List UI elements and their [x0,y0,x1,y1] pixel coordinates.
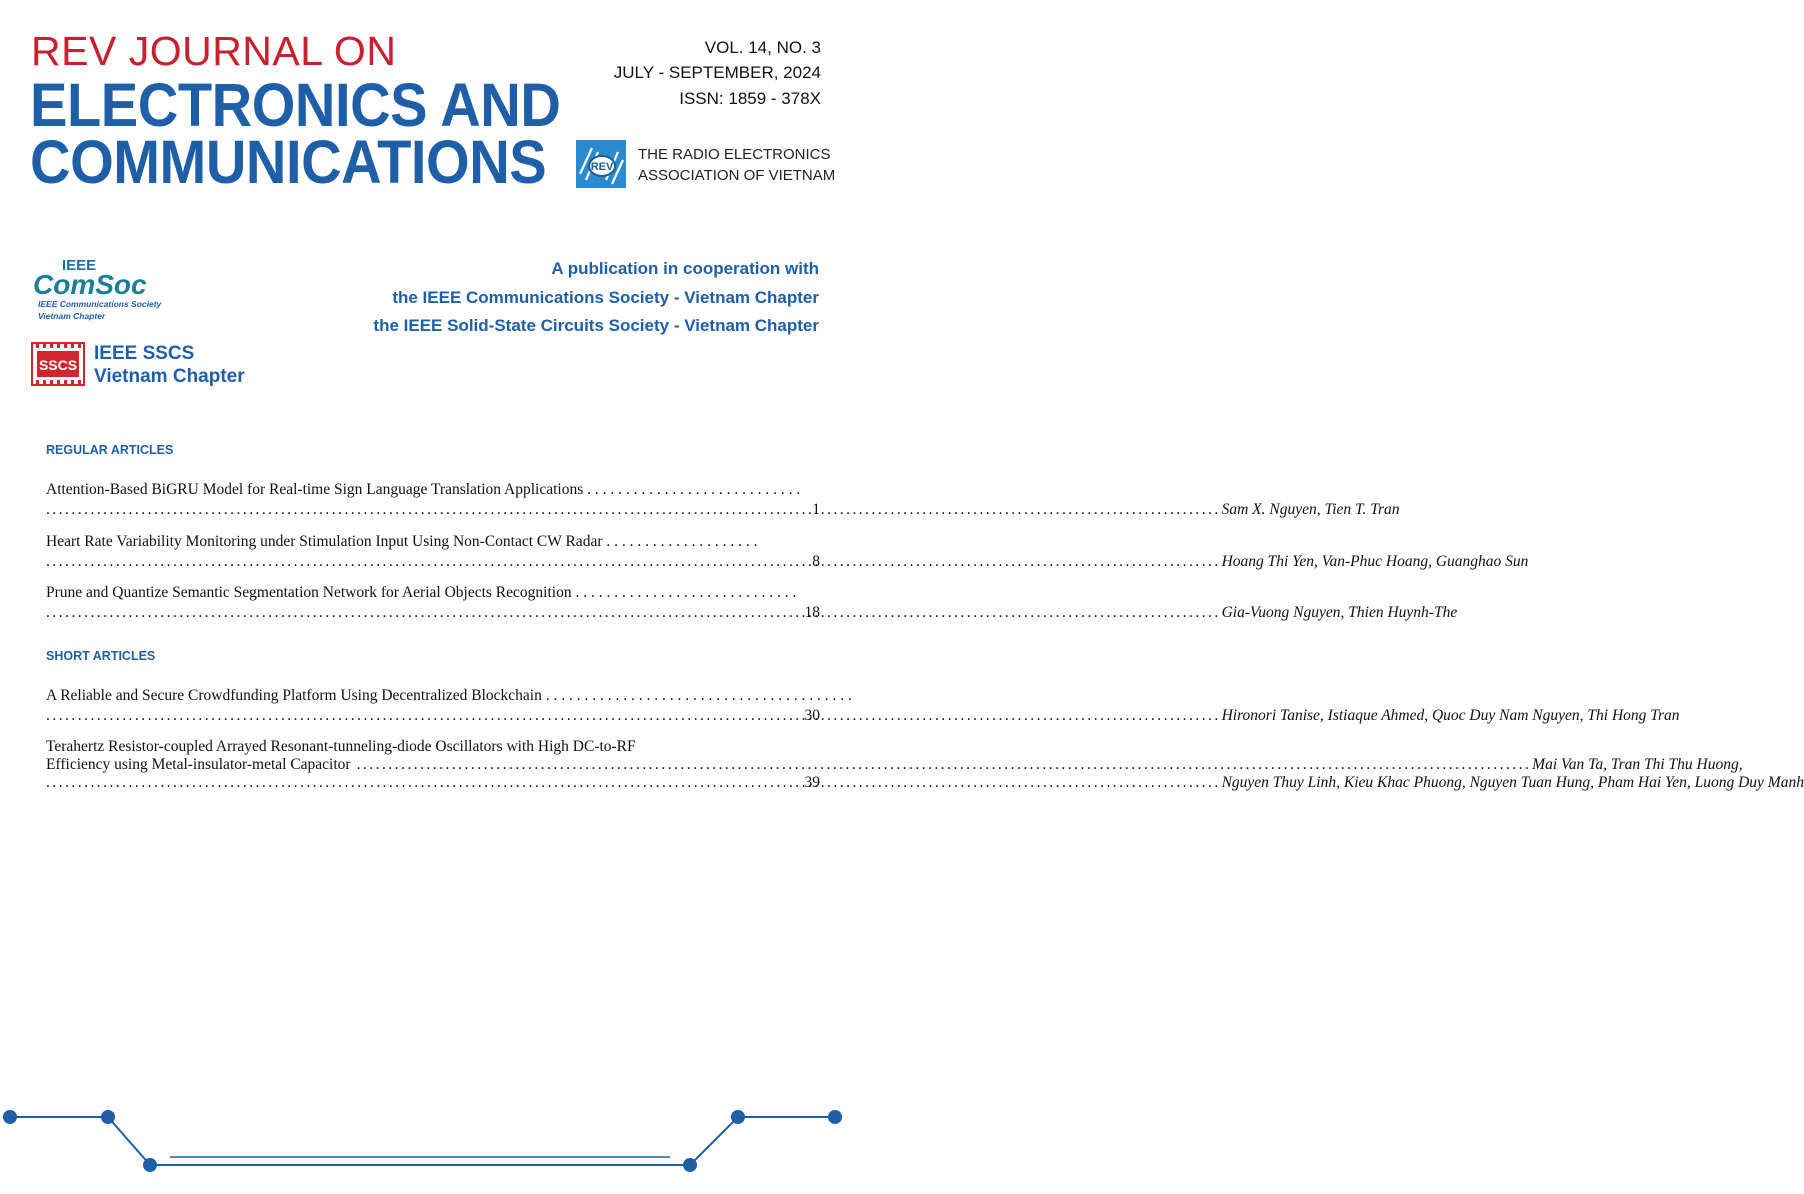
footer-decoration [0,1100,845,1180]
toc-title-line [46,687,852,705]
journal-title-line3: COMMUNICATIONS [30,128,547,196]
comsoc-logo-chapter: Vietnam Chapter [38,311,106,321]
journal-title-prefix: REV JOURNAL ON [31,28,397,74]
article-page[interactable]: 8 [812,553,820,570]
article-authors-cont: Nguyen Thuy Linh, Kieu Khac Phuong, Nguyen Tuan Hung, Pham Hai Yen, Luong Duy Manh [1221,774,1804,791]
article-authors: Hoang Thi Yen, Van-Phuc Hoang, Guanghao Sun [1221,553,1529,570]
toc-title-line [46,584,797,602]
article-title[interactable]: Attention-Based BiGRU Model for Real-time Sign Language Translation Applications [46,481,584,498]
issue-volume: VOL. 14, NO. 3 [704,38,821,57]
leader-dots: . . . . . . . . . . . . . . . . . . . . [602,533,758,550]
article-title-cont[interactable]: Efficiency using Metal-insulator-metal Capacitor [46,756,351,773]
article-page[interactable]: 39 [804,774,820,791]
publisher-name-line1: THE RADIO ELECTRONICS [638,146,831,163]
article-authors: Gia-Vuong Nguyen, Thien Huynh-The [1221,604,1458,621]
leader-dots [46,553,1218,571]
leader-dots: . . . . . . . . . . . . . . . . . . . . . . . . . . . . . [571,584,797,601]
section-heading-short: SHORT ARTICLES [46,649,156,663]
leader-dots [46,707,1218,725]
publisher-name-line2: ASSOCIATION OF VIETNAM [638,167,836,184]
toc-title-author-line [46,756,1743,774]
article-page[interactable]: 1 [812,501,820,518]
sscs-name-line1: IEEE SSCS [94,343,195,364]
article-title[interactable]: Prune and Quantize Semantic Segmentation Network for Aerial Objects Recognition [46,584,572,601]
toc-title-line [46,738,758,756]
toc-author-line [46,553,1529,571]
article-title[interactable]: Heart Rate Variability Monitoring under Stimulation Input Using Non-Contact CW Radar [46,533,603,550]
cooperation-sscs: the IEEE Solid-State Circuits Society - Vietnam Chapter [373,316,819,335]
cooperation-intro: A publication in cooperation with [551,259,819,278]
leader-dots: . . . . . . . . . . . . . . . . . . . . . . . . . . . . [583,481,801,498]
article-authors: Mai Van Ta, Tran Thi Thu Huong, [1532,756,1743,773]
leader-dots [351,756,1529,774]
toc-title-line [46,481,801,499]
toc-author-line [46,501,1400,519]
rev-logo [576,140,626,188]
ieee-sscs-logo [31,342,85,386]
sscs-name-line2: Vietnam Chapter [94,366,245,387]
issue-issn: ISSN: 1859 - 378X [679,89,821,108]
article-authors: Hironori Tanise, Istiaque Ahmed, Quoc Duy Nam Nguyen, Thi Hong Tran [1221,707,1680,724]
sscs-logo-text: SSCS [38,357,78,373]
rev-logo-text: REV [590,161,614,173]
cooperation-comsoc: the IEEE Communications Society - Vietnam Chapter [392,288,819,307]
leader-dots [46,774,1218,792]
issue-period: JULY - SEPTEMBER, 2024 [613,63,821,82]
article-page[interactable]: 30 [804,707,820,724]
comsoc-logo-society: IEEE Communications Society [38,299,162,309]
journal-title-line2: ELECTRONICS AND [30,71,561,139]
comsoc-logo-name: ComSoc [33,269,147,300]
article-authors: Sam X. Nguyen, Tien T. Tran [1221,501,1400,518]
section-heading-regular: REGULAR ARTICLES [46,443,174,457]
leader-dots [46,604,1218,622]
article-title[interactable]: Terahertz Resistor-coupled Arrayed Resonant-tunneling-diode Oscillators with High DC-to-RF [46,738,636,755]
leader-dots [46,501,1218,519]
leader-dots: . . . . . . . . . . . . . . . . . . . . . . . . . . . . . . . . . . . . . . . . [541,687,852,704]
comsoc-logo-ieee: IEEE [62,257,97,274]
article-page[interactable]: 18 [804,604,820,621]
article-title[interactable]: A Reliable and Secure Crowdfunding Platform Using Decentralized Blockchain [46,687,542,704]
toc-title-line [46,533,758,551]
ieee-comsoc-logo [30,256,180,324]
